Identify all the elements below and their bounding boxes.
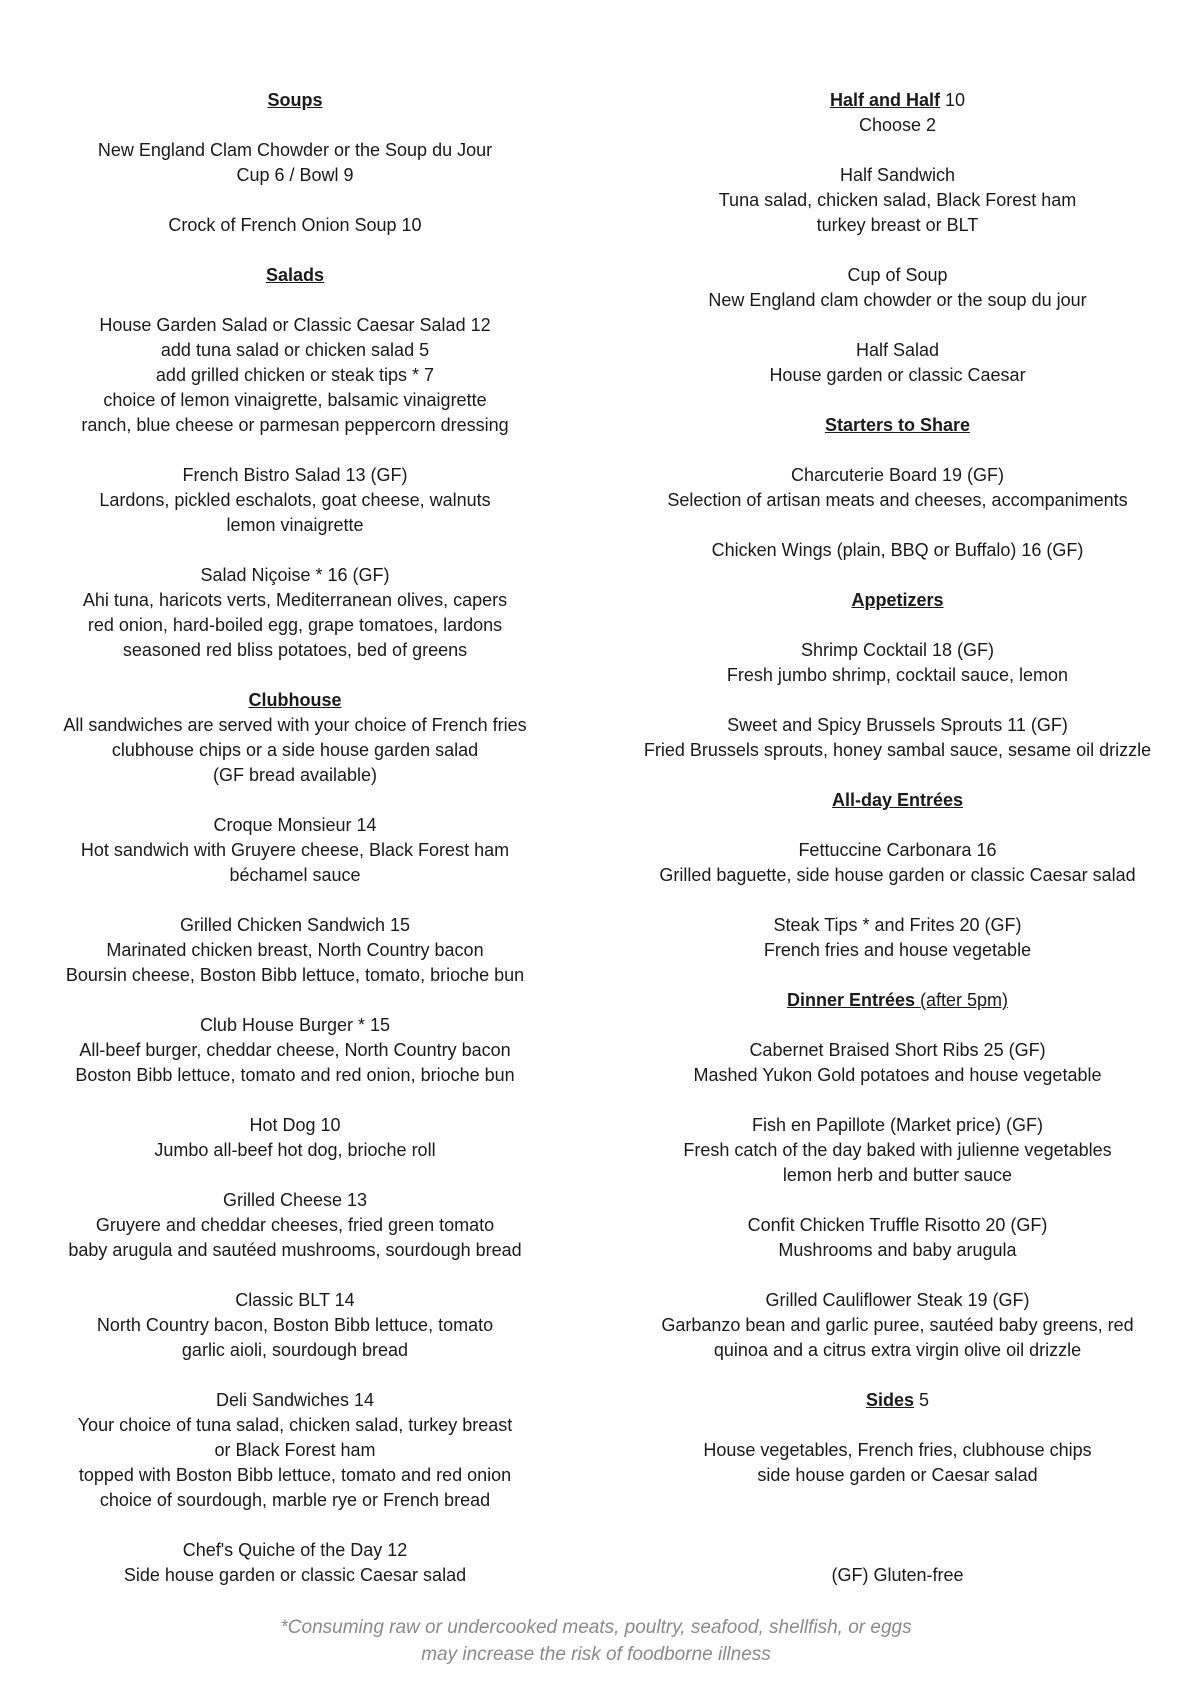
section-soups: [40, 88, 550, 113]
menu-item-description: Grilled baguette, side house garden or classic Caesar salad: [659, 865, 1136, 885]
menu-item-french-onion: Crock of French Onion Soup 10: [168, 215, 422, 235]
menu-item-brussels-sprouts: Sweet and Spicy Brussels Sprouts 11 (GF): [727, 715, 1068, 735]
clubhouse-intro: clubhouse chips or a side house garden salad: [111, 740, 479, 760]
menu-item-description: Boston Bibb lettuce, tomato and red onion, brioche bun: [75, 1065, 515, 1085]
section-dinner-entrees: [625, 988, 1170, 1013]
menu-item-description: Mashed Yukon Gold potatoes and house vegetable: [693, 1065, 1102, 1085]
section-clubhouse: [40, 688, 550, 713]
food-safety-disclaimer: [0, 1614, 1192, 1668]
clubhouse-intro: (GF bread available): [212, 765, 378, 785]
menu-item-description: French fries and house vegetable: [763, 940, 1032, 960]
section-starters: [625, 413, 1170, 438]
disclaimer-line: may increase the risk of foodborne illness: [421, 1644, 771, 1665]
menu-item-description: Tuna salad, chicken salad, Black Forest ham: [718, 190, 1077, 210]
menu-item-description: Your choice of tuna salad, chicken salad, turkey breast: [77, 1415, 513, 1435]
menu-item-description: seasoned red bliss potatoes, bed of greens: [122, 640, 468, 660]
menu-item-blt: Classic BLT 14: [235, 1290, 355, 1310]
menu-item-description: add grilled chicken or steak tips * 7: [155, 365, 435, 385]
menu-item-description: or Black Forest ham: [214, 1440, 376, 1460]
section-title-clubhouse: Clubhouse: [248, 690, 342, 710]
menu-item-description: choice of sourdough, marble rye or French bread: [99, 1490, 491, 1510]
menu-item-burger: Club House Burger * 15: [199, 1015, 391, 1035]
menu-item-description: Gruyere and cheddar cheeses, fried green tomato: [95, 1215, 495, 1235]
menu-item-nicoise: Salad Niçoise * 16 (GF): [200, 565, 390, 585]
menu-item-description: Fresh catch of the day baked with julienne vegetables: [683, 1140, 1112, 1160]
menu-item-fish-en-papillote: Fish en Papillote (Market price) (GF): [751, 1115, 1044, 1135]
menu-item-description: baby arugula and sautéed mushrooms, sourdough bread: [68, 1240, 522, 1260]
menu-item-description: choice of lemon vinaigrette, balsamic vinaigrette: [103, 390, 487, 410]
section-all-day-entrees: [625, 788, 1170, 813]
menu-item-quiche: Chef's Quiche of the Day 12: [182, 1540, 408, 1560]
menu-item-short-ribs: Cabernet Braised Short Ribs 25 (GF): [749, 1040, 1046, 1060]
menu-item-description: add tuna salad or chicken salad 5: [160, 340, 430, 360]
section-salads: [40, 263, 550, 288]
section-price: 5: [914, 1390, 930, 1410]
clubhouse-intro: All sandwiches are served with your choice of French fries: [63, 715, 527, 735]
menu-item-sides: House vegetables, French fries, clubhouse chips: [703, 1440, 1092, 1460]
right-menu-column: [625, 88, 1170, 1588]
menu-item-description: Fresh jumbo shrimp, cocktail sauce, lemon: [726, 665, 1069, 685]
menu-item-deli-sandwiches: Deli Sandwiches 14: [215, 1390, 375, 1410]
menu-item-half-salad: Half Salad: [855, 340, 940, 360]
menu-item-chicken-sandwich: Grilled Chicken Sandwich 15: [179, 915, 411, 935]
section-title-soups: Soups: [267, 90, 323, 110]
menu-item-description: All-beef burger, cheddar cheese, North Country bacon: [79, 1040, 511, 1060]
menu-item-description: béchamel sauce: [229, 865, 361, 885]
menu-item-half-sandwich: Half Sandwich: [839, 165, 956, 185]
section-title-appetizers: Appetizers: [851, 590, 944, 610]
menu-item-description: topped with Boston Bibb lettuce, tomato and red onion: [78, 1465, 512, 1485]
menu-item-description: Side house garden or classic Caesar salad: [123, 1565, 467, 1585]
menu-item-description: Garbanzo bean and garlic puree, sautéed baby greens, red: [661, 1315, 1134, 1335]
menu-item-charcuterie: Charcuterie Board 19 (GF): [790, 465, 1005, 485]
menu-item-description: lemon herb and butter sauce: [782, 1165, 1013, 1185]
menu-item-description: Boursin cheese, Boston Bibb lettuce, tomato, brioche bun: [65, 965, 525, 985]
menu-item-description: red onion, hard-boiled egg, grape tomatoes, lardons: [87, 615, 503, 635]
left-menu-column: [40, 88, 550, 1588]
menu-item-description: lemon vinaigrette: [226, 515, 364, 535]
section-half-and-half: [625, 88, 1170, 113]
half-choose: Choose 2: [858, 115, 937, 135]
menu-item-description: North Country bacon, Boston Bibb lettuce, tomato: [96, 1315, 494, 1335]
menu-item-description: ranch, blue cheese or parmesan peppercorn dressing: [81, 415, 509, 435]
menu-item-steak-tips: Steak Tips * and Frites 20 (GF): [773, 915, 1022, 935]
menu-item-hot-dog: Hot Dog 10: [249, 1115, 341, 1135]
menu-item-description: Marinated chicken breast, North Country bacon: [106, 940, 484, 960]
section-subtitle: (after 5pm): [915, 990, 1009, 1010]
menu-item-description: New England clam chowder or the soup du jour: [708, 290, 1087, 310]
menu-item-sides: side house garden or Caesar salad: [757, 1465, 1038, 1485]
menu-item-clam-chowder: New England Clam Chowder or the Soup du Jour: [97, 140, 493, 160]
menu-item-description: Mushrooms and baby arugula: [778, 1240, 1017, 1260]
section-title-starters: Starters to Share: [824, 415, 971, 435]
section-price: 10: [939, 90, 966, 110]
menu-item-shrimp-cocktail: Shrimp Cocktail 18 (GF): [800, 640, 995, 660]
menu-item-description: garlic aioli, sourdough bread: [181, 1340, 409, 1360]
menu-item-description: Jumbo all-beef hot dog, brioche roll: [154, 1140, 436, 1160]
menu-item-risotto: Confit Chicken Truffle Risotto 20 (GF): [747, 1215, 1048, 1235]
section-title-all-day-entrees: All-day Entrées: [831, 790, 964, 810]
section-title-half-and-half: Half and Half: [829, 90, 940, 110]
menu-item-description: Lardons, pickled eschalots, goat cheese, walnuts: [99, 490, 491, 510]
section-title-sides: Sides: [865, 1390, 914, 1410]
menu-item-description: House garden or classic Caesar: [769, 365, 1026, 385]
menu-item-carbonara: Fettuccine Carbonara 16: [798, 840, 997, 860]
menu-item-chicken-wings: Chicken Wings (plain, BBQ or Buffalo) 16 (GF): [711, 540, 1084, 560]
menu-item-description: Hot sandwich with Gruyere cheese, Black Forest ham: [80, 840, 510, 860]
menu-item-description: Fried Brussels sprouts, honey sambal sauce, sesame oil drizzle: [643, 740, 1152, 760]
section-sides: [625, 1388, 1170, 1413]
disclaimer-line: *Consuming raw or undercooked meats, poultry, seafood, shellfish, or eggs: [280, 1617, 912, 1638]
section-title-salads: Salads: [265, 265, 325, 285]
gluten-free-note: (GF) Gluten-free: [831, 1565, 964, 1585]
menu-item-cauliflower-steak: Grilled Cauliflower Steak 19 (GF): [765, 1290, 1030, 1310]
menu-item-description: Ahi tuna, haricots verts, Mediterranean olives, capers: [82, 590, 508, 610]
menu-item-grilled-cheese: Grilled Cheese 13: [222, 1190, 368, 1210]
section-title-dinner-entrees: Dinner Entrées: [786, 990, 915, 1010]
menu-item-description: turkey breast or BLT: [816, 215, 979, 235]
menu-item-bistro-salad: French Bistro Salad 13 (GF): [182, 465, 408, 485]
menu-item-description: quinoa and a citrus extra virgin olive oil drizzle: [713, 1340, 1082, 1360]
section-appetizers: [625, 588, 1170, 613]
menu-item-house-salad: House Garden Salad or Classic Caesar Salad 12: [99, 315, 491, 335]
menu-item-croque-monsieur: Croque Monsieur 14: [213, 815, 377, 835]
menu-item-cup-of-soup: Cup of Soup: [847, 265, 948, 285]
menu-item-price: Cup 6 / Bowl 9: [236, 165, 354, 185]
menu-item-description: Selection of artisan meats and cheeses, accompaniments: [667, 490, 1128, 510]
